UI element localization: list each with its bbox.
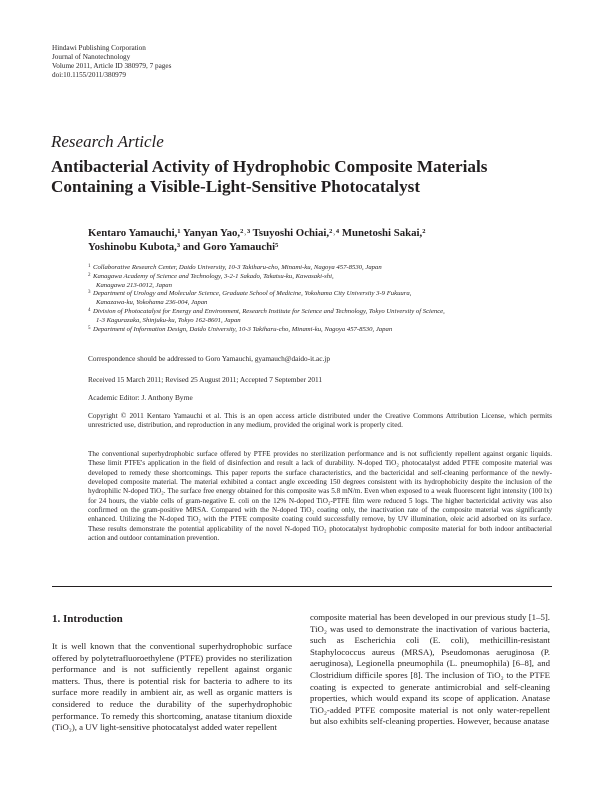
affiliations [88, 264, 558, 334]
journal-header [52, 44, 171, 80]
affiliation-number: 5 [88, 325, 91, 331]
copyright-notice: Copyright © 2011 Kentaro Yamauchi et al. This is an open access article distributed under the Creative Commons Attribution License, which permits unrestricted use, distribution, and reproduction in any medium, provided the original work is properly cited. [88, 411, 552, 430]
affiliation-5 [88, 326, 558, 335]
paragraph: composite material has been developed in our previous study [1–5]. TiO₂ was used to demonstrate the inactivation of various bacteria, such as Escherichia coli (E. coli), methicillin-resistant Staphylococcus aureus (MRSA), Pseudomonas aeruginosa (P. aeruginosa), Legionella pneumophila (L. pneumophila) [6–8], and Clostridium difficile spores [8]. The inclusion of TiO₂ to the PTFE coating is expected to generate antimicrobial and self-cleaning properties, which would expand its scope of application. Anatase TiO₂-added PTFE composite material is not only water-repellent but also exhibits self-cleaning properties. However, because anatase [310, 612, 550, 727]
article-type: Research Article [51, 132, 164, 151]
affiliation-text: Kanagawa 213-0012, Japan [96, 281, 172, 289]
affiliation-number: 4 [88, 307, 91, 313]
affiliation-text: Collaborative Research Center, Daido University, 10-3 Takiharu-cho, Minami-ku, Nagoya 457-8530, Japan [93, 264, 382, 271]
title-line-2: Containing a Visible-Light-Sensitive Photocatalyst [51, 177, 421, 196]
journal-name: Journal of Nanotechnology [52, 53, 131, 61]
body-column-right [310, 612, 550, 728]
affiliation-number: 2 [88, 272, 91, 278]
correspondence: Correspondence should be addressed to Goro Yamauchi, gyamauch@daido-it.ac.jp [88, 354, 330, 363]
doi[interactable]: doi:10.1155/2011/380979 [52, 71, 126, 79]
section-heading: 1. Introduction [52, 613, 123, 625]
affiliation-text: Department of Urology and Molecular Science, Graduate School of Medicine, Yokohama City University 3-9 Fukuura, [93, 290, 412, 298]
affiliation-3 [88, 290, 558, 308]
publisher: Hindawi Publishing Corporation [52, 44, 146, 52]
section-divider [52, 586, 552, 587]
body-column-left [52, 641, 292, 734]
title-line-1: Antibacterial Activity of Hydrophobic Composite Materials [51, 157, 488, 176]
author-list [88, 226, 558, 254]
paper-title [51, 157, 551, 197]
affiliation-2 [88, 273, 558, 291]
affiliation-1 [88, 264, 558, 273]
affiliation-number: 1 [88, 264, 91, 269]
authors-line-2: Yoshinobu Kubota,³ and Goro Yamauchi⁵ [88, 241, 279, 253]
affiliation-text: Kanazawa-ku, Yokohama 236-004, Japan [96, 299, 208, 307]
affiliation-4 [88, 308, 558, 326]
paragraph: It is well known that the conventional superhydrophobic surface offered by polytetrafluoroethylene (PTFE) provides no sterilization performance and is not sufficiently repellent against organic matters. Thus, there is potential risk for bacteria to adhere to its surface more readily in ambient air, as well as organic matters is considered to reduce the durability of the superhydrophobic performance. To remedy this shortcoming, anatase titanium dioxide (TiO₂), a UV light-sensitive photocatalyst added water repellent [52, 641, 292, 733]
affiliation-text: Division of Photocatalyst for Energy and Environment, Research Institute for Science and Technology, Tokyo University of Science, [93, 307, 445, 315]
article-dates: Received 15 March 2011; Revised 25 August 2011; Accepted 7 September 2011 [88, 375, 323, 384]
affiliation-text: Department of Information Design, Daido University, 10-3 Takiharu-cho, Minami-ku, Nagoya 457-8530, Japan [93, 325, 393, 333]
abstract: The conventional superhydrophobic surface offered by PTFE provides no sterilization performance and is not sufficiently repellent against organic liquids. These limit PTFE's application in the field of disinfection and result a lack of durability. N-doped TiO₂ photocatalyst added PTFE composite material was developed to remedy these shortcomings. This paper reports the surface characteristics, and the bactericidal and self-cleaning performance of the newly-developed composite material. The material exhibited a contact angle exceeding 150 degrees consistent with its hydrophobicity despite the inclusion of the hydrophilic N-doped TiO₂. The surface free energy obtained for this composite was 5.8 mN/m. Even when exposed to a weak fluorescent light intensity (100 lx) for 24 hours, the viable cells of gram-negative E. coli on the 12% N-doped TiO₂-PTFE film were reduced 5 logs. The higher bactericidal activity was also confirmed on the gram-positive MRSA. Compared with the N-doped TiO₂ coating only, the inactivation rate of the composite material was significantly enhanced. Utilizing the N-doped TiO₂ with the PTFE composite coating could successfully remove, by UV illumination, oleic acid adsorbed on its surface. These results demonstrate the potential applicability of the novel N-doped TiO₂ photocatalyst hydrophobic composite material for both indoor antibacterial action and outdoor contamination prevention. [88, 450, 552, 543]
affiliation-text: Kanagawa Academy of Science and Technology, 3-2-1 Sakado, Takatsu-ku, Kawasaki-shi, [93, 272, 334, 280]
volume-info: Volume 2011, Article ID 380979, 7 pages [52, 62, 172, 70]
academic-editor: Academic Editor: J. Anthony Byrne [88, 393, 193, 402]
authors-line-1: Kentaro Yamauchi,¹ Yanyan Yao,²˒³ Tsuyoshi Ochiai,²˒⁴ Munetoshi Sakai,² [88, 227, 426, 239]
affiliation-number: 3 [88, 290, 91, 296]
affiliation-text: 1-3 Kagurazaka, Shinjuku-ku, Tokyo 162-8601, Japan [96, 316, 241, 324]
